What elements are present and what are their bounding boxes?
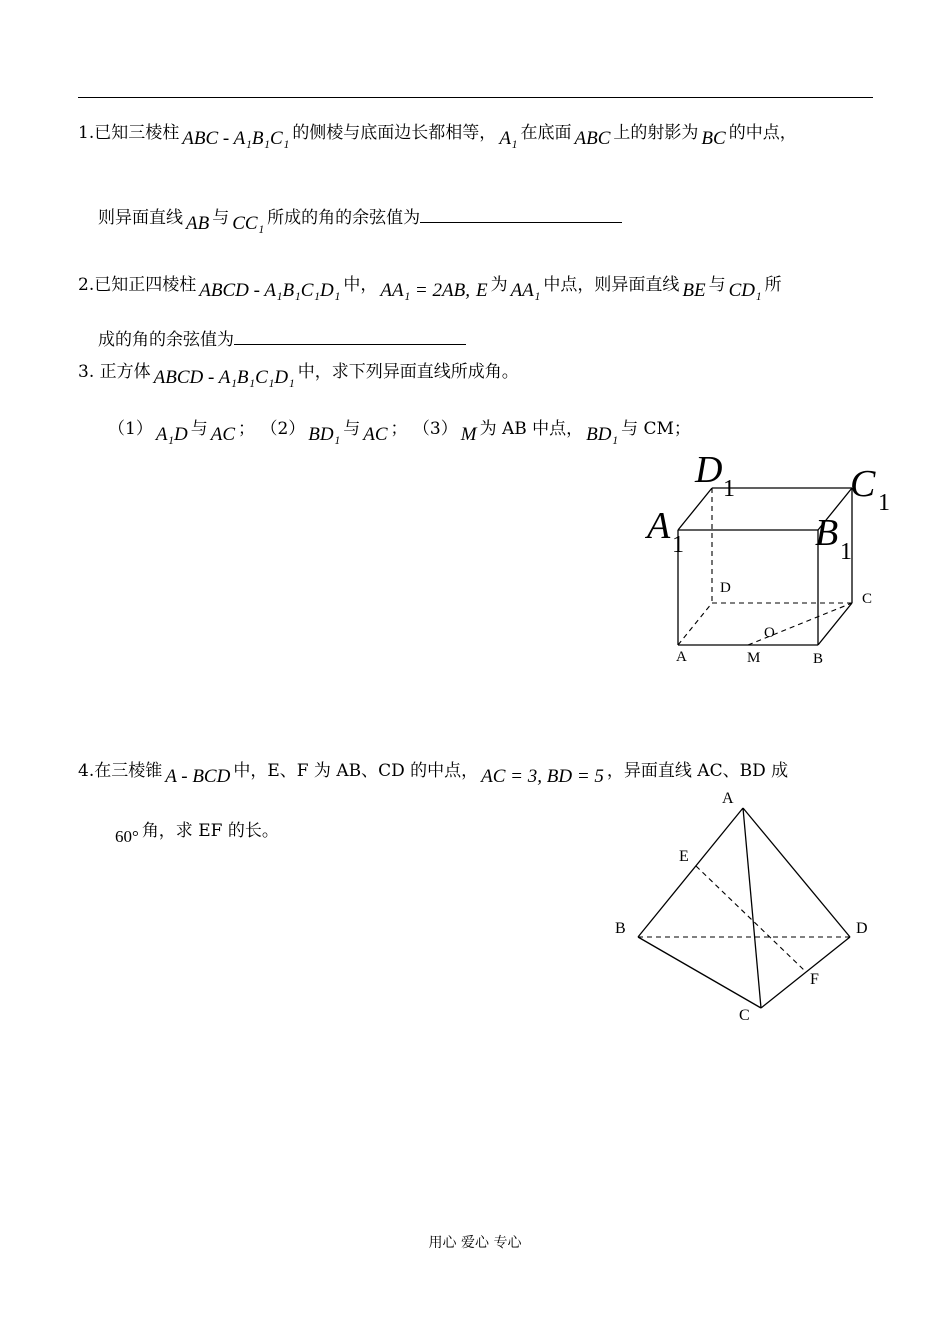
segment-ef bbox=[696, 866, 805, 971]
question-4-line-1: 4.在三棱锥 A - BCD 中，E、F 为 AB、CD 的中点， AC = 3, BD = 5 ，异面直线 AC、BD 成 bbox=[78, 761, 789, 787]
label-c: C bbox=[739, 1007, 750, 1024]
label-d1-sub: 1 bbox=[723, 476, 735, 502]
label-d: D bbox=[856, 920, 868, 937]
question-2-line-1: 2.已知正四棱柱 ABCD - A₁B₁C₁D₁ 中， AA₁ = 2AB, E 为 AA₁ 中点，则异面直线 BE 与 CD₁ 所 bbox=[78, 275, 782, 301]
label-e: E bbox=[679, 848, 689, 865]
label-c1-sub: 1 bbox=[878, 490, 890, 516]
label-m: M bbox=[747, 650, 761, 666]
question-2-line-2: 成的角的余弦值为 bbox=[98, 325, 466, 350]
edge-a1d1 bbox=[678, 488, 712, 530]
label-a1: A bbox=[647, 505, 671, 547]
label-f: F bbox=[810, 971, 819, 988]
label-c1: C bbox=[850, 463, 876, 505]
edge-ab bbox=[638, 808, 743, 937]
answer-blank[interactable] bbox=[234, 328, 466, 345]
question-1-line-2: 则异面直线 AB 与 CC₁ 所成的角的余弦值为 bbox=[98, 203, 622, 229]
label-b1-sub: 1 bbox=[840, 539, 852, 565]
hidden-edge-ad bbox=[678, 603, 712, 645]
label-o: O bbox=[764, 625, 775, 641]
question-3-line-1: 3. 正方体 ABCD - A₁B₁C₁D₁ 中，求下列异面直线所成角。 bbox=[78, 362, 519, 388]
label-a: A bbox=[676, 649, 687, 665]
prism-notation: ABC - A₁B₁C₁ bbox=[182, 128, 290, 149]
label-b: B bbox=[813, 651, 824, 667]
label-a: A bbox=[722, 790, 734, 807]
question-1-line-1: 1.已知三棱柱 ABC - A₁B₁C₁ 的侧棱与底面边长都相等， A₁ 在底面 ABC 上的射影为 BC 的中点， bbox=[78, 123, 797, 149]
label-d1: D bbox=[695, 449, 723, 491]
header-rule bbox=[78, 97, 873, 98]
cube-figure bbox=[630, 440, 910, 680]
answer-blank[interactable] bbox=[420, 206, 622, 223]
label-b1: B bbox=[815, 512, 839, 554]
question-4-line-2: 60° 角，求 EF 的长。 bbox=[115, 821, 279, 846]
page-footer: 用心 爱心 专心 bbox=[428, 1235, 522, 1251]
edge-ac bbox=[743, 808, 761, 1008]
edge-bc bbox=[638, 937, 761, 1008]
edge-cd bbox=[761, 937, 850, 1008]
label-b: B bbox=[615, 920, 626, 937]
tetrahedron-figure bbox=[600, 780, 900, 1030]
question-3-line-2: （1） A₁D 与 AC ； （2） BD₁ 与 AC ； （3） M 为 AB 中点， BD₁ 与 CM； bbox=[108, 419, 691, 445]
label-c: C bbox=[862, 591, 873, 607]
label-d: D bbox=[720, 580, 731, 596]
edge-ad bbox=[743, 808, 850, 937]
label-a1-sub: 1 bbox=[672, 532, 684, 558]
